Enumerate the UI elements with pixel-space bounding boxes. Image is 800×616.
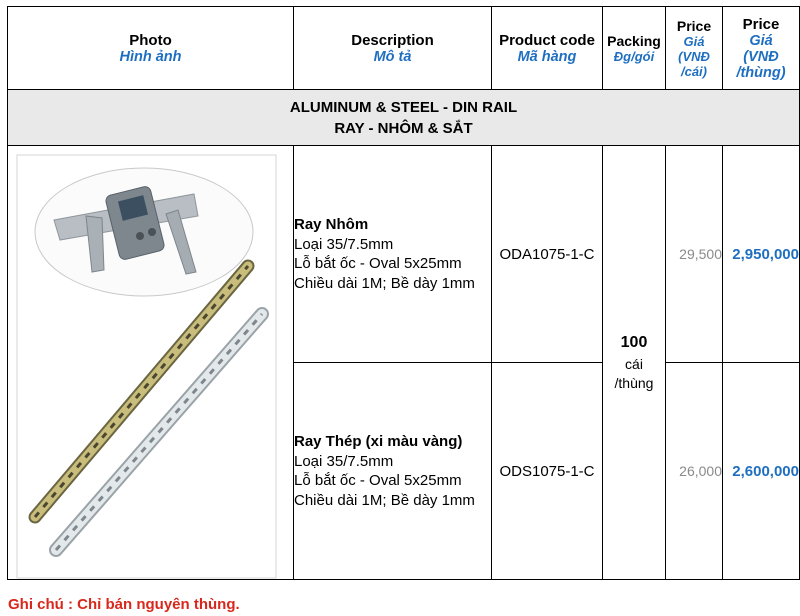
header-photo [8,7,294,90]
section-title [8,90,800,146]
product-photo-cell [8,146,294,580]
product-code: ODA1075-1-C [492,146,603,363]
product-description [294,146,492,363]
price-box: 2,600,000 [723,363,800,580]
price-box: 2,950,000 [723,146,800,363]
price-unit: 29,500 [666,146,723,363]
price-unit: 26,000 [666,363,723,580]
header-product-code-en: Product code [499,31,595,49]
product-spec-type: Loại 35/7.5mm [294,235,394,253]
product-code: ODS1075-1-C [492,363,603,580]
section-title-en: ALUMINUM & STEEL - DIN RAIL [289,98,518,116]
header-description-en: Description [351,31,434,49]
header-price-unit-vi2: (VNĐ [678,48,710,64]
header-price-unit [666,7,723,90]
product-row [8,146,800,363]
section-row [8,90,800,146]
packing-qty: 100 [620,333,648,351]
header-product-code [492,7,603,90]
header-photo-vi: Hình ảnh [119,48,182,65]
header-price-box-vi2: (VNĐ [743,48,779,65]
product-spec-size: Chiều dài 1M; Bề dày 1mm [294,491,475,509]
product-spec-type: Loại 35/7.5mm [294,452,394,470]
header-packing-vi: Đg/gói [613,48,655,64]
section-title-vi: RAY - NHÔM & SẮT [334,119,473,137]
product-spec-hole: Lỗ bắt ốc - Oval 5x25mm [294,472,462,489]
header-price-unit-vi3: /cái) [680,63,707,79]
sale-note: Ghi chú : Chỉ bán nguyên thùng. [8,596,240,613]
header-product-code-vi: Mã hàng [517,48,577,65]
header-price-box [723,7,800,90]
header-description [294,7,492,90]
product-spec-size: Chiều dài 1M; Bề dày 1mm [294,274,475,292]
product-spec-hole: Lỗ bắt ốc - Oval 5x25mm [294,255,462,272]
header-description-vi: Mô tả [373,48,412,65]
product-name: Ray Thép (xi màu vàng) [294,433,463,450]
header-price-box-en: Price [742,15,780,33]
header-photo-en: Photo [129,31,172,49]
header-packing-en: Packing [607,32,661,49]
product-description [294,363,492,580]
product-photo [16,154,277,579]
header-price-unit-en: Price [676,17,712,34]
packing-unit: cái [625,355,643,372]
header-packing [603,7,666,90]
price-table [7,6,800,580]
header-row [8,7,800,90]
packing-per-box: /thùng [614,374,654,391]
header-price-box-vi3: /thùng) [736,64,786,81]
header-price-unit-vi1: Giá [683,33,705,49]
product-name: Ray Nhôm [294,216,369,233]
packing-cell [603,146,666,580]
header-price-box-vi1: Giá [749,32,773,49]
